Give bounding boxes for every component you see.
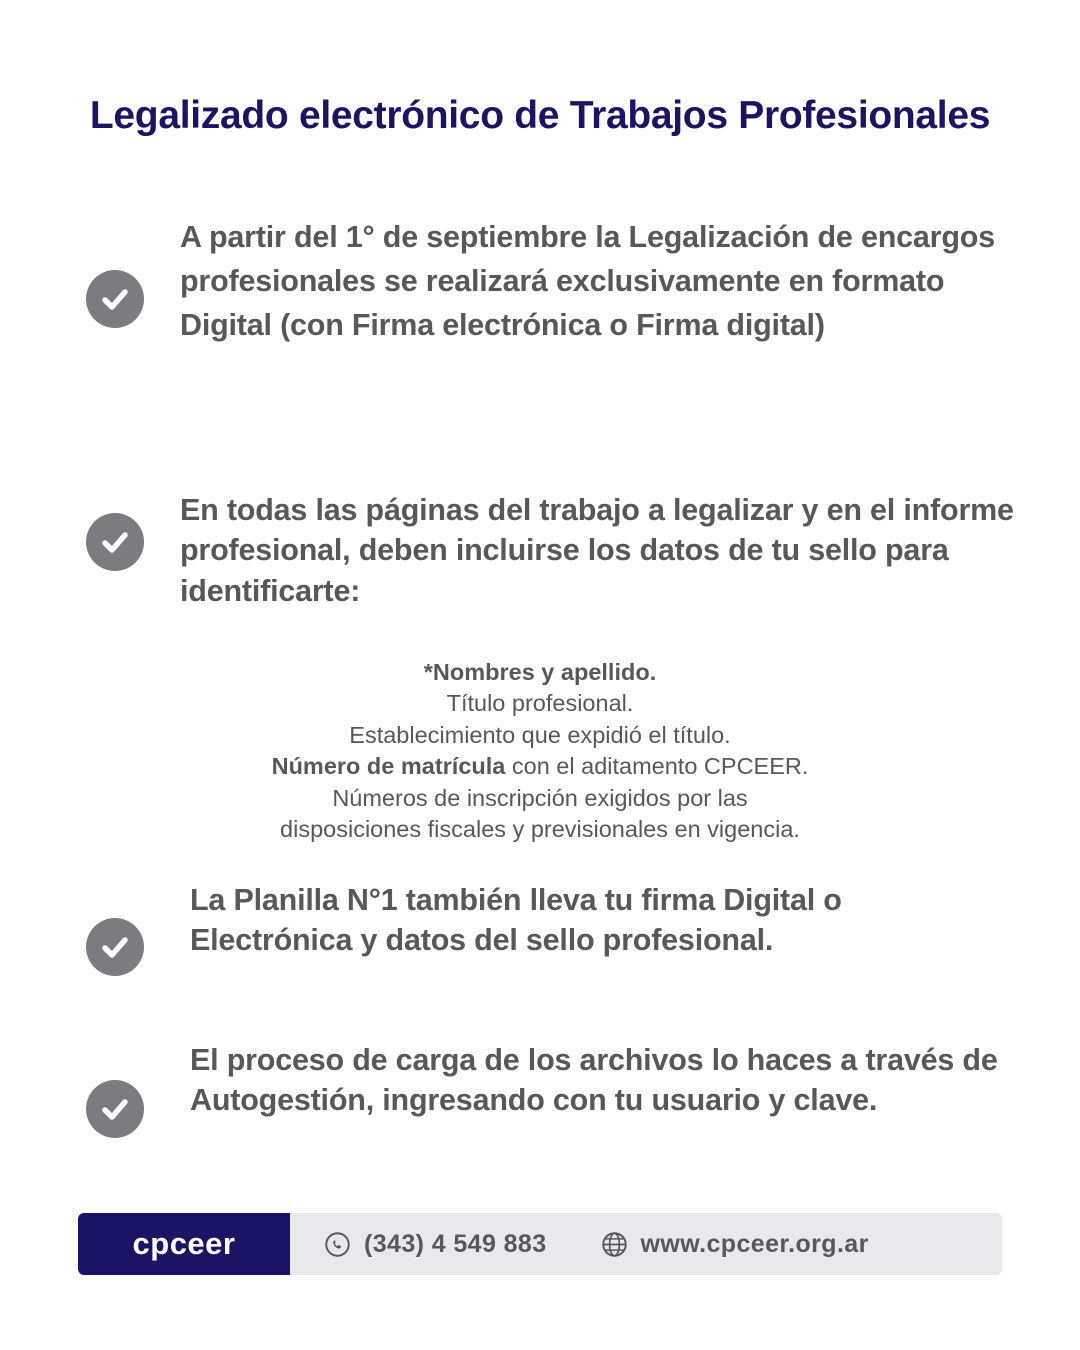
check-circle-icon (86, 918, 144, 976)
bullet-item-2-text: En todas las páginas del trabajo a legalizar y en el informe profesional, deben incluirse los datos de tu sello para identificarte: (180, 493, 1014, 608)
footer-bar (78, 1213, 1002, 1275)
bullet-item-4 (86, 1040, 1021, 1138)
website-contact[interactable] (601, 1230, 869, 1259)
footer-contact-group (290, 1213, 1002, 1275)
globe-icon (601, 1231, 628, 1258)
stamp-detail-line-5: Números de inscripción exigidos por las (332, 784, 748, 811)
check-circle-icon (86, 513, 144, 571)
bullet-item-3 (86, 880, 1021, 976)
stamp-detail-line-2: Título profesional. (446, 690, 634, 717)
stamp-detail-line-4-bold: Número de matrícula (271, 753, 506, 780)
bullet-item-3-text: La Planilla N°1 también lleva tu firma Digital o Electrónica y datos del sello profesional. (190, 883, 842, 958)
phone-number: (343) 4 549 883 (364, 1229, 547, 1258)
bullet-item-1-text: A partir del 1° de septiembre la Legalización de encargos profesionales se realizará exclusivamente en formato Digital (con Firma electrónica o Firma digital) (180, 220, 995, 343)
stamp-detail-line-4-rest: con el aditamento CPCEER. (505, 753, 809, 780)
cpceer-logo-text: cpceer (132, 1226, 236, 1261)
page-title: Legalizado electrónico de Trabajos Profesionales (89, 94, 991, 137)
stamp-details-list (0, 657, 1080, 846)
stamp-detail-line-1: *Nombres y apellido. (423, 659, 657, 685)
bullet-item-2 (86, 490, 1036, 611)
check-circle-icon (86, 270, 144, 328)
bullet-item-4-text: El proceso de carga de los archivos lo haces a través de Autogestión, ingresando con tu usuario y clave. (190, 1043, 998, 1118)
stamp-detail-line-6: disposiciones fiscales y previsionales en vigencia. (280, 816, 800, 843)
stamp-detail-line-3: Establecimiento que expidió el título. (349, 721, 731, 748)
check-circle-icon (86, 1080, 144, 1138)
phone-contact[interactable] (324, 1230, 547, 1259)
bullet-item-1 (86, 215, 1021, 348)
whatsapp-icon (324, 1231, 351, 1258)
website-url: www.cpceer.org.ar (640, 1229, 869, 1258)
stamp-detail-line-4 (0, 751, 1080, 782)
cpceer-logo (78, 1213, 290, 1275)
